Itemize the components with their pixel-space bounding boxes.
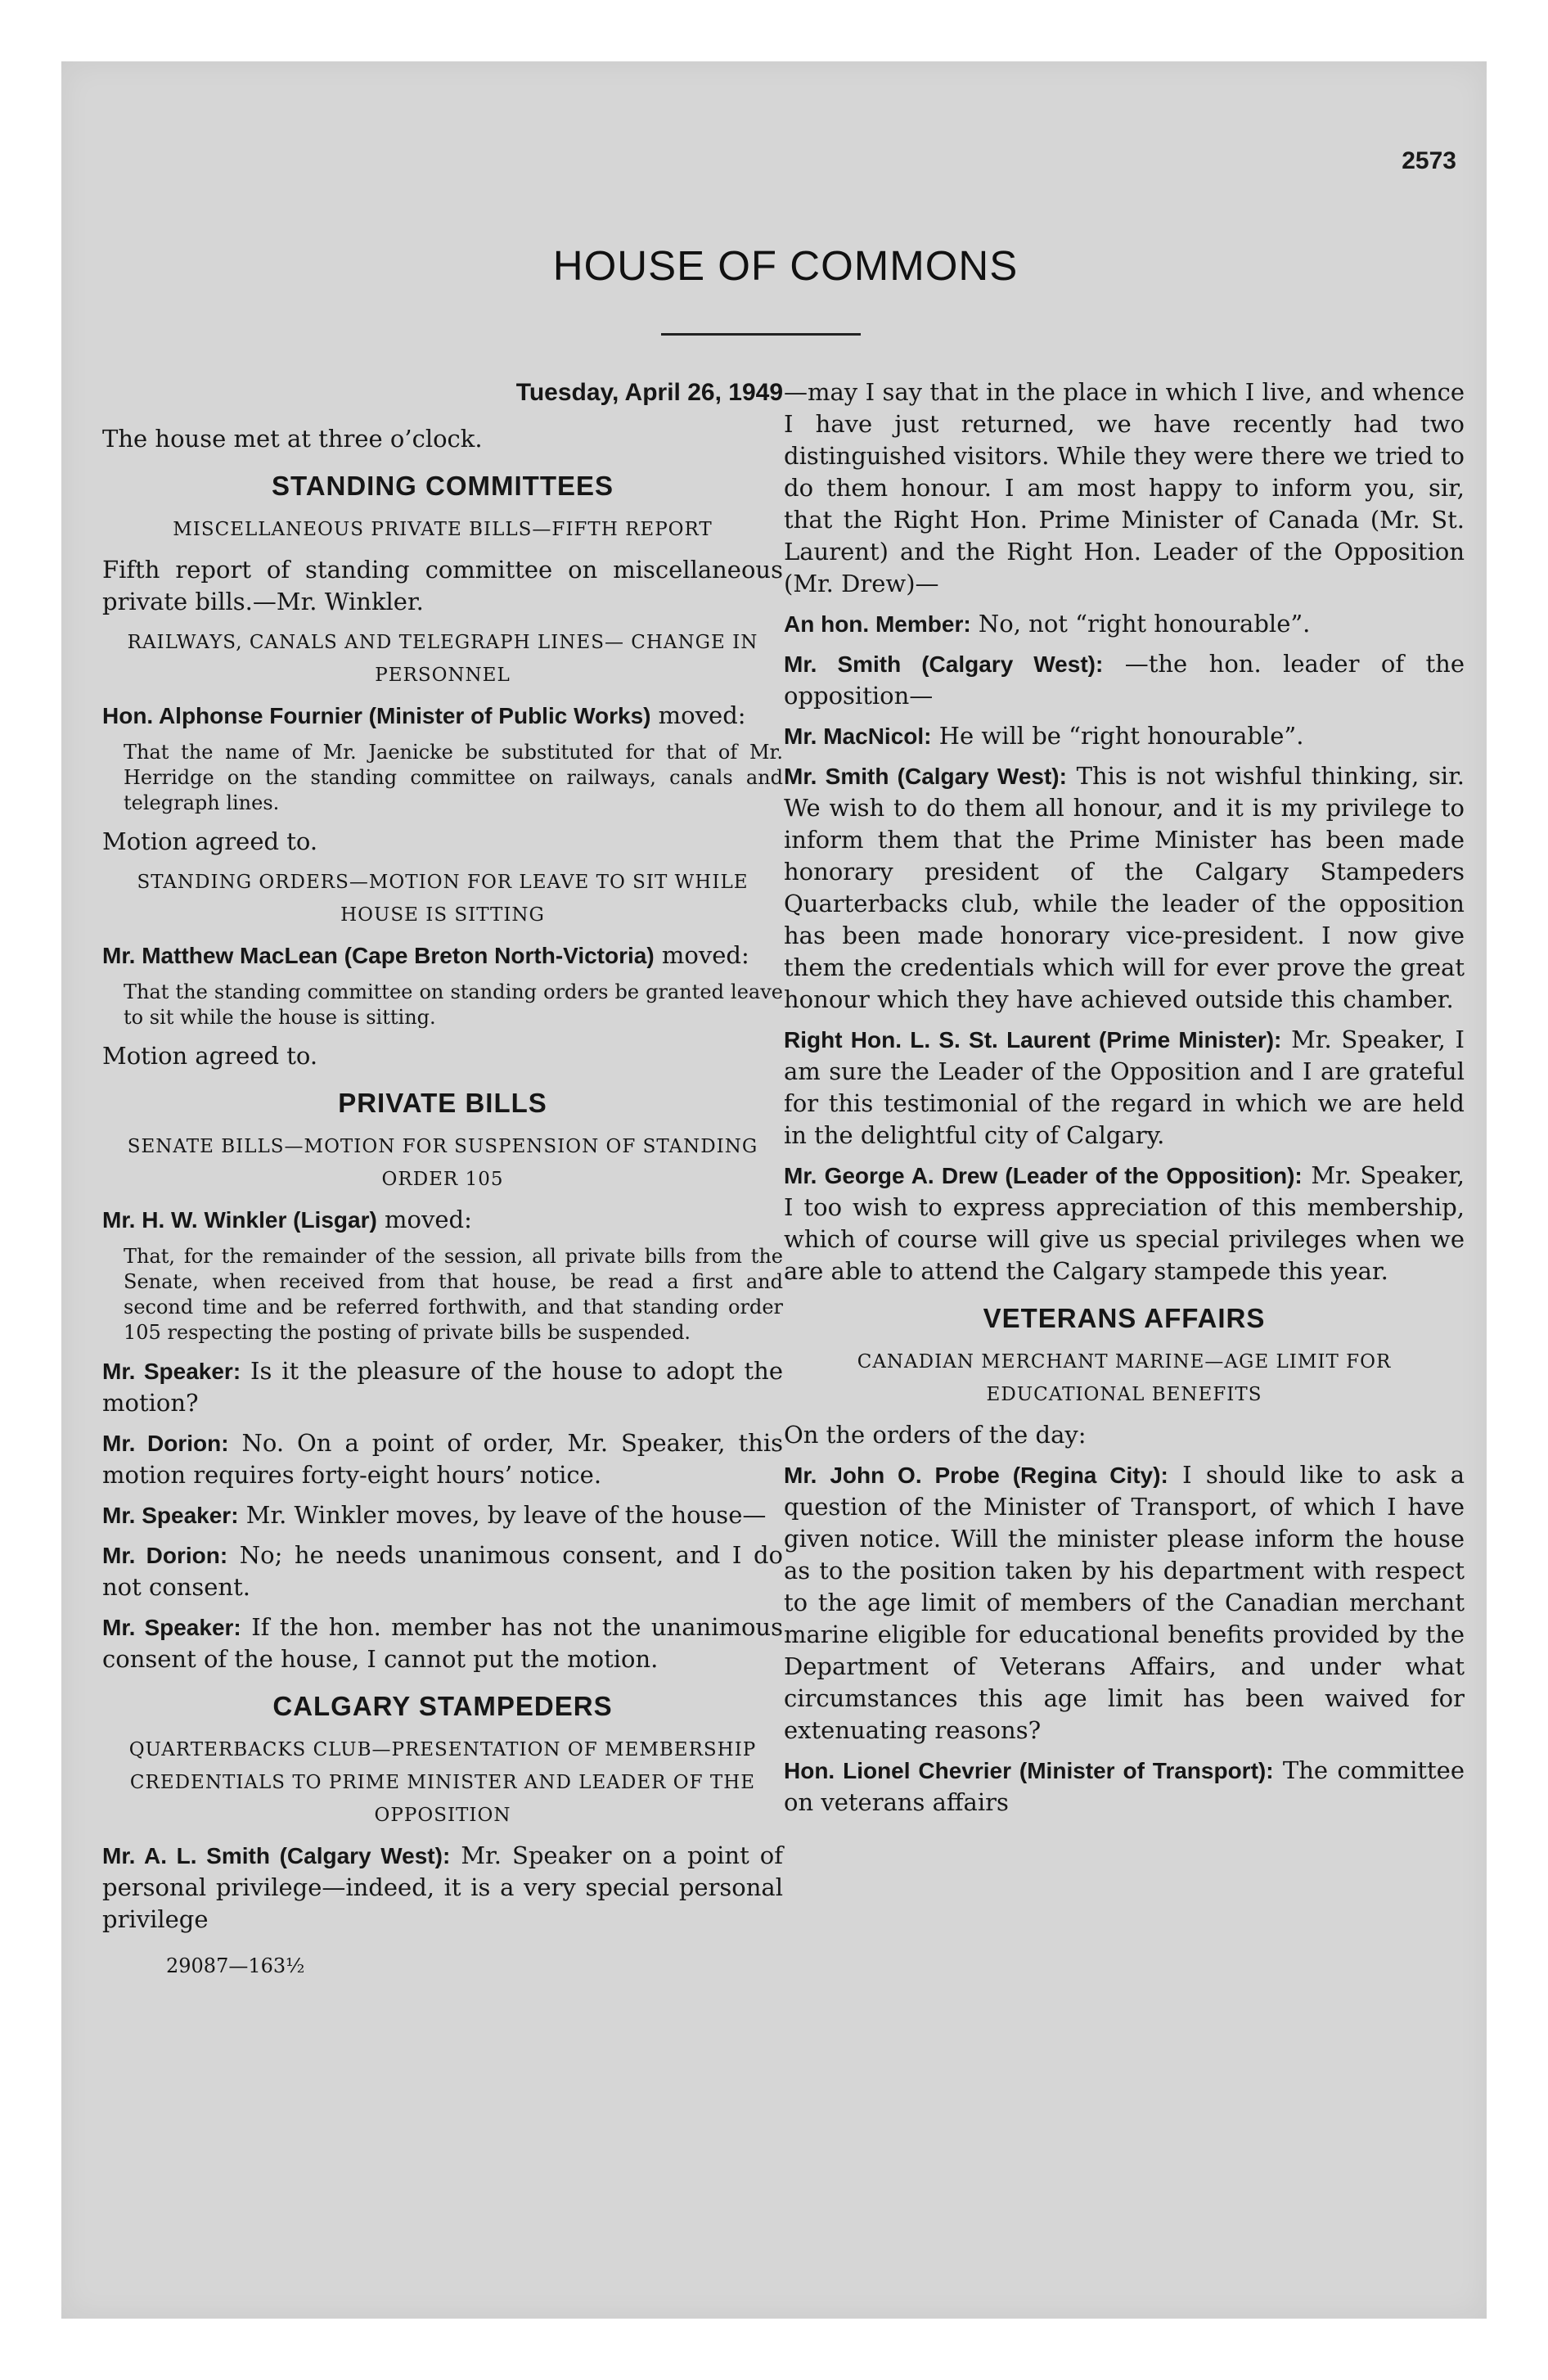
speech-text: moved: [654, 941, 749, 969]
winkler-motion: That, for the remainder of the session, all private bills from the Senate, when received from that house, be read a first and second time and be referred forthwith, and that standing order 105 respecting the posting of private bills be suspended. [124, 1245, 783, 1344]
right-column [784, 376, 1465, 1827]
speech-text: —the hon. leader of the opposition— [784, 650, 1465, 710]
heading-standing-committees: STANDING COMMITTEES [271, 471, 614, 501]
speech-text: No; he needs unanimous consent, and I do not consent. [102, 1541, 784, 1601]
speech-paragraph [102, 1539, 783, 1603]
speaker-name: Mr. A. L. Smith (Calgary West): [102, 1843, 451, 1868]
speaker-name: Mr. John O. Probe (Regina City): [784, 1463, 1168, 1488]
footer-code: 29087—163½ [166, 1954, 305, 1977]
subheading-senate-bills: SENATE BILLS—MOTION FOR SUSPENSION OF STANDING ORDER 105 [127, 1136, 758, 1190]
subheading-merchant-marine: CANADIAN MERCHANT MARINE—AGE LIMIT FOR EDUCATIONAL BENEFITS [857, 1351, 1392, 1405]
speech-continuation: —may I say that in the place in which I live, and whence I have just returned, we have recently had two distinguished visitors. While they were there we tried to do them honour. I am most happy to inform you, sir, that the Right Hon. Prime Minister of Canada (Mr. St. Laurent) and the Right Hon. Leader of the Opposition (Mr. Drew)— [784, 378, 1465, 597]
speech-paragraph [102, 1427, 783, 1491]
speech-paragraph [784, 608, 1465, 640]
house-met: The house met at three o’clock. [102, 425, 483, 453]
motion-agreed: Motion agreed to. [102, 1042, 318, 1070]
speech-paragraph [784, 1024, 1465, 1152]
speaker-name: Mr. Speaker: [102, 1503, 239, 1528]
sitting-date: Tuesday, April 26, 1949 [515, 379, 783, 406]
speaker-name: Mr. H. W. Winkler (Lisgar) [102, 1207, 377, 1233]
speech-text: No. On a point of order, Mr. Speaker, this motion requires forty-eight hours’ notice. [102, 1429, 783, 1489]
speech-paragraph [784, 760, 1465, 1016]
speech-text: Mr. Speaker on a point of personal privilege—indeed, it is a very special personal privilege [102, 1841, 783, 1933]
speaker-name: Right Hon. L. S. St. Laurent (Prime Minister): [784, 1027, 1282, 1053]
subheading-misc-private-bills: MISCELLANEOUS PRIVATE BILLS—FIFTH REPORT [173, 519, 713, 540]
misc-report-text: Fifth report of standing committee on miscellaneous private bills.—Mr. Winkler. [102, 556, 783, 615]
maclean-paragraph [102, 940, 783, 971]
title-rule [661, 333, 861, 336]
heading-calgary-stampeders: CALGARY STAMPEDERS [272, 1691, 613, 1721]
speech-paragraph [102, 1840, 783, 1936]
speaker-name: Mr. George A. Drew (Leader of the Opposition): [784, 1163, 1303, 1188]
speaker-name: Mr. MacNicol: [784, 723, 932, 749]
speech-text: Mr. Speaker, I too wish to express appreciation of this membership, which of course will give us special privileges when we are able to attend the Calgary stampede this year. [784, 1161, 1465, 1285]
speech-text: Mr. Winkler moves, by leave of the house— [238, 1501, 767, 1529]
speaker-name: Mr. Dorion: [102, 1431, 229, 1456]
speech-text: If the hon. member has not the unanimous consent of the house, I cannot put the motion. [102, 1613, 783, 1673]
page-title: HOUSE OF COMMONS [552, 242, 1019, 289]
speech-paragraph [784, 648, 1465, 712]
fournier-paragraph [102, 700, 783, 732]
speech-text: Is it the pleasure of the house to adopt the motion? [102, 1357, 784, 1417]
fournier-motion: That the name of Mr. Jaenicke be substituted for that of Mr. Herridge on the standing committee on railways, canals and telegraph lines. [124, 741, 783, 814]
speech-paragraph [102, 1611, 783, 1675]
subheading-standing-orders: STANDING ORDERS—MOTION FOR LEAVE TO SIT WHILE HOUSE IS SITTING [137, 872, 749, 926]
speech-text: This is not wishful thinking, sir. We wish to do them all honour, and it is my privilege to inform them that the Prime Minister has been made honorary president of the Calgary Stampeders Quarterbacks club, while the leader of the opposition has been made honorary vice-president. I now give them the credentials which will for ever prove the great honour which they have achieved outside this chamber. [784, 762, 1465, 1013]
left-column [102, 376, 783, 1982]
speaker-name: Mr. Matthew MacLean (Cape Breton North-Victoria) [102, 943, 655, 968]
speaker-name: Hon. Alphonse Fournier (Minister of Public Works) [102, 703, 651, 728]
speaker-name: Mr. Speaker: [102, 1359, 241, 1384]
maclean-motion: That the standing committee on standing orders be granted leave to sit while the house is sitting. [124, 980, 783, 1029]
winkler-paragraph [102, 1204, 783, 1236]
speaker-name: Mr. Speaker: [102, 1615, 241, 1640]
speech-text: No, not “right honourable”. [970, 610, 1311, 638]
subheading-quarterbacks-club: QUARTERBACKS CLUB—PRESENTATION OF MEMBERSHIP CREDENTIALS TO PRIME MINISTER AND LEADER OF THE OPPOSITION [128, 1739, 757, 1826]
speaker-name: Mr. Smith (Calgary West): [784, 651, 1104, 677]
orders-of-day: On the orders of the day: [784, 1421, 1087, 1449]
speech-text: I should like to ask a question of the Minister of Transport, of which I have given notice. Will the minister please inform the house as to the position taken by his department with respect to the age limit of members of the Canadian merchant marine eligible for educational benefits provided by the Department of Veterans Affairs, and under what circumstances this age limit has been waived for extenuating reasons? [784, 1461, 1465, 1744]
speech-paragraph [102, 1355, 783, 1419]
speech-paragraph [102, 1499, 783, 1531]
speech-text: moved: [650, 701, 746, 729]
heading-private-bills: PRIVATE BILLS [338, 1088, 547, 1118]
speaker-name: Hon. Lionel Chevrier (Minister of Transport): [784, 1758, 1274, 1783]
speech-text: He will be “right honourable”. [931, 722, 1304, 750]
motion-agreed: Motion agreed to. [102, 827, 318, 855]
speech-paragraph [784, 1160, 1465, 1287]
speaker-name: Mr. Smith (Calgary West): [784, 764, 1067, 789]
speech-text: The committee on veterans affairs [784, 1756, 1465, 1816]
speech-paragraph [784, 720, 1465, 752]
page-number: 2573 [1402, 147, 1456, 174]
speaker-name: Mr. Dorion: [102, 1543, 228, 1568]
heading-veterans-affairs: VETERANS AFFAIRS [983, 1303, 1266, 1333]
speech-text: moved: [376, 1206, 472, 1233]
speech-paragraph [784, 1459, 1465, 1747]
speech-text: Mr. Speaker, I am sure the Leader of the Opposition and I are grateful for this testimonial of the regard in which we are held in the delightful city of Calgary. [784, 1025, 1465, 1149]
speaker-name: An hon. Member: [784, 611, 971, 637]
speech-paragraph [784, 1755, 1465, 1819]
subheading-railways: RAILWAYS, CANALS AND TELEGRAPH LINES— CHANGE IN PERSONNEL [127, 632, 758, 686]
